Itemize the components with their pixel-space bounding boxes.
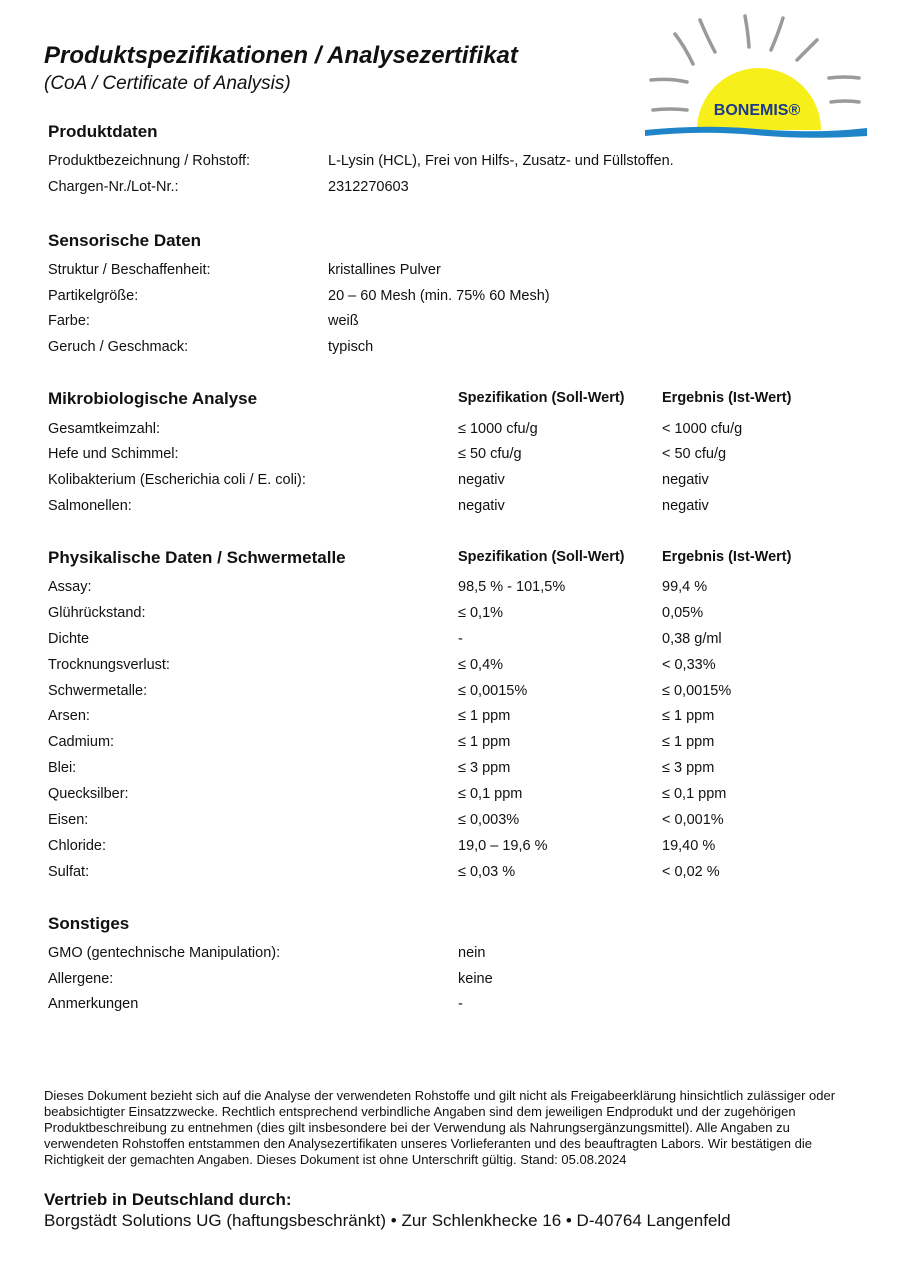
row-label: Assay: [48,579,92,595]
row-result: ≤ 0,1 ppm [662,786,727,802]
row-label: Geruch / Geschmack: [48,339,189,355]
row-label: Schwermetalle: [48,683,148,699]
row-label: Cadmium: [48,734,115,750]
disclaimer-text: Dieses Dokument bezieht sich auf die Analyse der verwendeten Rohstoffe und gilt nicht als Freigabeerklärung hinsichtlich zulässiger oder beabsichtigter Einsatzzwecke. Rechtlich entsprechend verbindliche Angaben sind dem jeweiligen Endprodukt und der zugehörigen Produktbeschreibung zu entnehmen (dies gilt insbesondere bei der Verwendung als Nahrungsergänzungsmittel). Alle Angaben zu verwendeten Rohstoffen entstammen den Analysezertifikaten unseres Vorlieferanten und des beauftragten Labors. Wir bestätigen die Richtigkeit der gemachten Angaben. Dieses Dokument ist ohne Unterschrift gültig. Stand: 05.08.2024 [44,1088,836,1167]
footer-heading: Vertrieb in Deutschland durch: [44,1190,292,1209]
sensorik-row [48,339,868,359]
document-subtitle: (CoA / Certificate of Analysis) [44,73,291,94]
row-label: Allergene: [48,971,114,987]
row-result: negativ [662,472,709,488]
bonemis-logo [645,12,867,142]
row-value: L-Lysin (HCL), Frei von Hilfs-, Zusatz- und Füllstoffen. [328,153,674,169]
row-value: - [458,996,463,1012]
row-spec: negativ [458,498,505,514]
row-label: Blei: [48,760,77,776]
sensorik-row [48,288,868,308]
row-spec: ≤ 1 ppm [458,734,511,750]
physik-row [48,838,868,858]
row-spec: 98,5 % - 101,5% [458,579,566,595]
row-label: Salmonellen: [48,498,132,514]
col-result-heading: Ergebnis (Ist-Wert) [662,549,792,565]
row-label: Glührückstand: [48,605,146,621]
product-row [48,153,868,173]
col-spec-heading: Spezifikation (Soll-Wert) [458,549,625,565]
row-spec: ≤ 0,1% [458,605,504,621]
row-result: < 1000 cfu/g [662,421,743,437]
row-spec: ≤ 3 ppm [458,760,511,776]
sensorik-row [48,262,868,282]
col-result-heading: Ergebnis (Ist-Wert) [662,390,792,406]
row-result: negativ [662,498,709,514]
physik-row [48,734,868,754]
row-spec: negativ [458,472,505,488]
row-value: 2312270603 [328,179,409,195]
row-label: Struktur / Beschaffenheit: [48,262,211,278]
physik-row [48,708,868,728]
sonstiges-row [48,945,868,965]
row-value: 20 – 60 Mesh (min. 75% 60 Mesh) [328,288,550,304]
row-spec: ≤ 0,0015% [458,683,528,699]
row-value: nein [458,945,486,961]
row-label: Farbe: [48,313,90,329]
footer-address: Borgstädt Solutions UG (haftungsbeschränkt) • Zur Schlenkhecke 16 • D-40764 Langenfeld [44,1211,731,1230]
physik-row [48,864,868,884]
row-label: GMO (gentechnische Manipulation): [48,945,281,961]
row-value: keine [458,971,493,987]
row-value: kristallines Pulver [328,262,441,278]
row-label: Chargen-Nr./Lot-Nr.: [48,179,179,195]
row-value: weiß [328,313,359,329]
row-spec: 19,0 – 19,6 % [458,838,548,854]
row-spec: ≤ 0,03 % [458,864,516,880]
row-spec: - [458,631,463,647]
row-label: Dichte [48,631,90,647]
physik-row [48,579,868,599]
row-label: Anmerkungen [48,996,139,1012]
physik-row [48,657,868,677]
mikro-row [48,472,868,492]
physik-row [48,683,868,703]
row-result: ≤ 0,0015% [662,683,732,699]
row-label: Hefe und Schimmel: [48,446,179,462]
row-value: typisch [328,339,374,355]
row-spec: ≤ 0,1 ppm [458,786,523,802]
sonstiges-row [48,971,868,991]
row-label: Sulfat: [48,864,90,880]
row-spec: ≤ 1000 cfu/g [458,421,538,437]
row-result: ≤ 1 ppm [662,734,715,750]
row-result: < 50 cfu/g [662,446,727,462]
row-result: 19,40 % [662,838,716,854]
mikro-row [48,498,868,518]
mikro-row [48,446,868,466]
row-spec: ≤ 50 cfu/g [458,446,522,462]
section-sensorik-heading: Sensorische Daten [48,231,202,250]
physik-row [48,760,868,780]
section-produktdaten-heading: Produktdaten [48,122,158,141]
mikro-row [48,421,868,441]
col-spec-heading: Spezifikation (Soll-Wert) [458,390,625,406]
row-label: Trocknungsverlust: [48,657,170,673]
row-spec: ≤ 1 ppm [458,708,511,724]
row-label: Quecksilber: [48,786,129,802]
row-label: Arsen: [48,708,90,724]
sensorik-row [48,313,868,333]
row-result: 0,38 g/ml [662,631,722,647]
row-result: 99,4 % [662,579,708,595]
logo-text: BONEMIS® [713,102,801,119]
row-result: ≤ 1 ppm [662,708,715,724]
section-sonstiges-heading: Sonstiges [48,914,130,933]
physik-row [48,605,868,625]
row-result: < 0,33% [662,657,716,673]
section-mikro-heading: Mikrobiologische Analyse [48,389,258,408]
physik-row [48,812,868,832]
row-label: Kolibakterium (Escherichia coli / E. coli): [48,472,306,488]
physik-row [48,631,868,651]
row-spec: ≤ 0,003% [458,812,520,828]
sonstiges-row [48,996,868,1016]
row-label: Chloride: [48,838,107,854]
physik-row [48,786,868,806]
product-row [48,179,868,199]
row-label: Eisen: [48,812,89,828]
row-result: 0,05% [662,605,704,621]
row-result: < 0,001% [662,812,724,828]
document-title: Produktspezifikationen / Analysezertifikat [44,42,518,69]
row-label: Gesamtkeimzahl: [48,421,161,437]
section-physik-heading: Physikalische Daten / Schwermetalle [48,548,346,567]
row-spec: ≤ 0,4% [458,657,504,673]
row-result: < 0,02 % [662,864,720,880]
row-result: ≤ 3 ppm [662,760,715,776]
row-label: Partikelgröße: [48,288,139,304]
row-label: Produktbezeichnung / Rohstoff: [48,153,251,169]
